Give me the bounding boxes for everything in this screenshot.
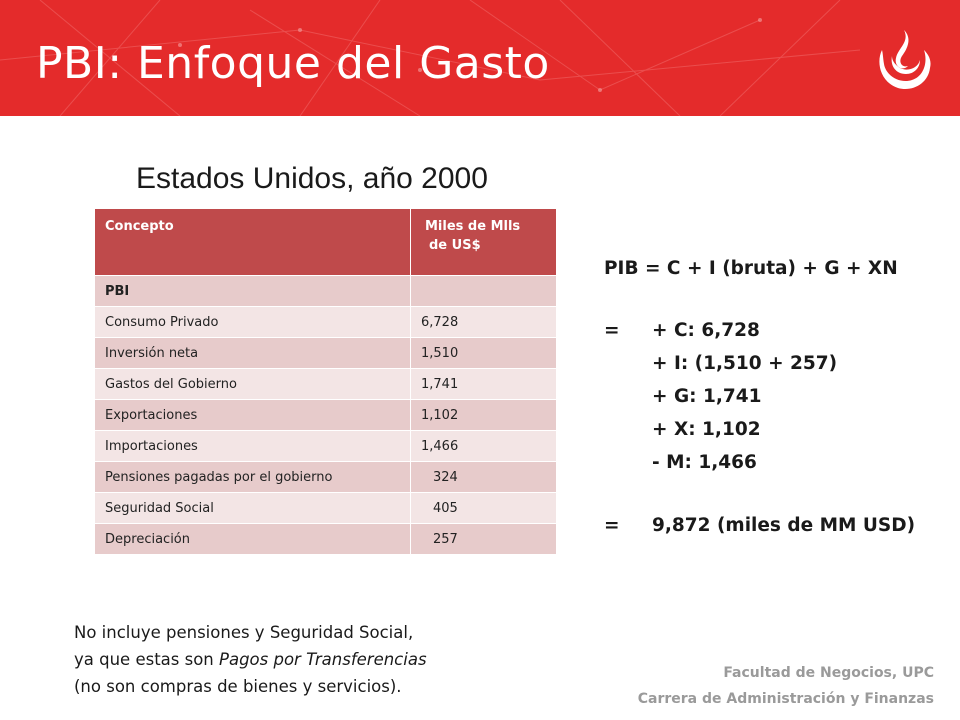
table-row [95,400,557,431]
row-value: 1,741 [411,369,557,400]
footer-program: Carrera de Administración y Finanzas [637,691,934,707]
header-concepto: Concepto [95,209,411,276]
formula-investment: + I: (1,510 + 257) [652,353,838,374]
transfer-payments-note [74,619,504,700]
header-banner [0,0,960,116]
row-concept: Consumo Privado [95,307,411,338]
row-concept: Depreciación [95,524,411,555]
row-value: 1,510 [411,338,557,369]
row-value: 1,466 [411,431,557,462]
note-line-3: (no son compras de bienes y servicios). [74,677,402,696]
slide-subtitle: Estados Unidos, año 2000 [136,162,488,195]
note-line-2-emphasis: Pagos por Transferencias [219,650,427,669]
formula-exports: + X: 1,102 [652,419,761,440]
formula-definition: PIB = C + I (bruta) + G + XN [604,258,898,279]
note-line-2 [74,646,504,673]
upc-flame-logo-icon [872,26,936,94]
row-value: 324 [411,462,557,493]
note-line-2-text: ya que estas son [74,650,220,669]
row-value: 6,728 [411,307,557,338]
row-concept: Pensiones pagadas por el gobierno [95,462,411,493]
gdp-components-table [94,208,557,555]
table-row [95,524,557,555]
header-miles-line2: de US$ [429,238,481,253]
row-value: 1,102 [411,400,557,431]
formula-equals-2: = [604,515,620,536]
header-miles [411,209,557,276]
table-header-row [95,209,557,276]
table-row [95,307,557,338]
slide-title: PBI: Enfoque del Gasto [36,38,550,89]
row-concept: Exportaciones [95,400,411,431]
formula-government: + G: 1,741 [652,386,762,407]
formula-imports: - M: 1,466 [652,452,757,473]
row-value: 405 [411,493,557,524]
row-concept: Seguridad Social [95,493,411,524]
footer [638,660,934,712]
table-row [95,431,557,462]
row-value [411,276,557,307]
table-row [95,338,557,369]
note-line-1: No incluye pensiones y Seguridad Social, [74,623,414,642]
table-row [95,493,557,524]
formula-result: 9,872 (miles de MM USD) [652,515,916,536]
table-row [95,276,557,307]
header-miles-line1: Miles de Mlls [425,219,521,234]
row-value: 257 [411,524,557,555]
footer-faculty: Facultad de Negocios, UPC [723,665,934,681]
formula-consumption: + C: 6,728 [652,320,760,341]
row-concept: Gastos del Gobierno [95,369,411,400]
row-concept: Inversión neta [95,338,411,369]
formula-equals-1: = [604,320,620,341]
table-row [95,369,557,400]
row-concept: Importaciones [95,431,411,462]
table-row [95,462,557,493]
row-concept: PBI [95,276,411,307]
